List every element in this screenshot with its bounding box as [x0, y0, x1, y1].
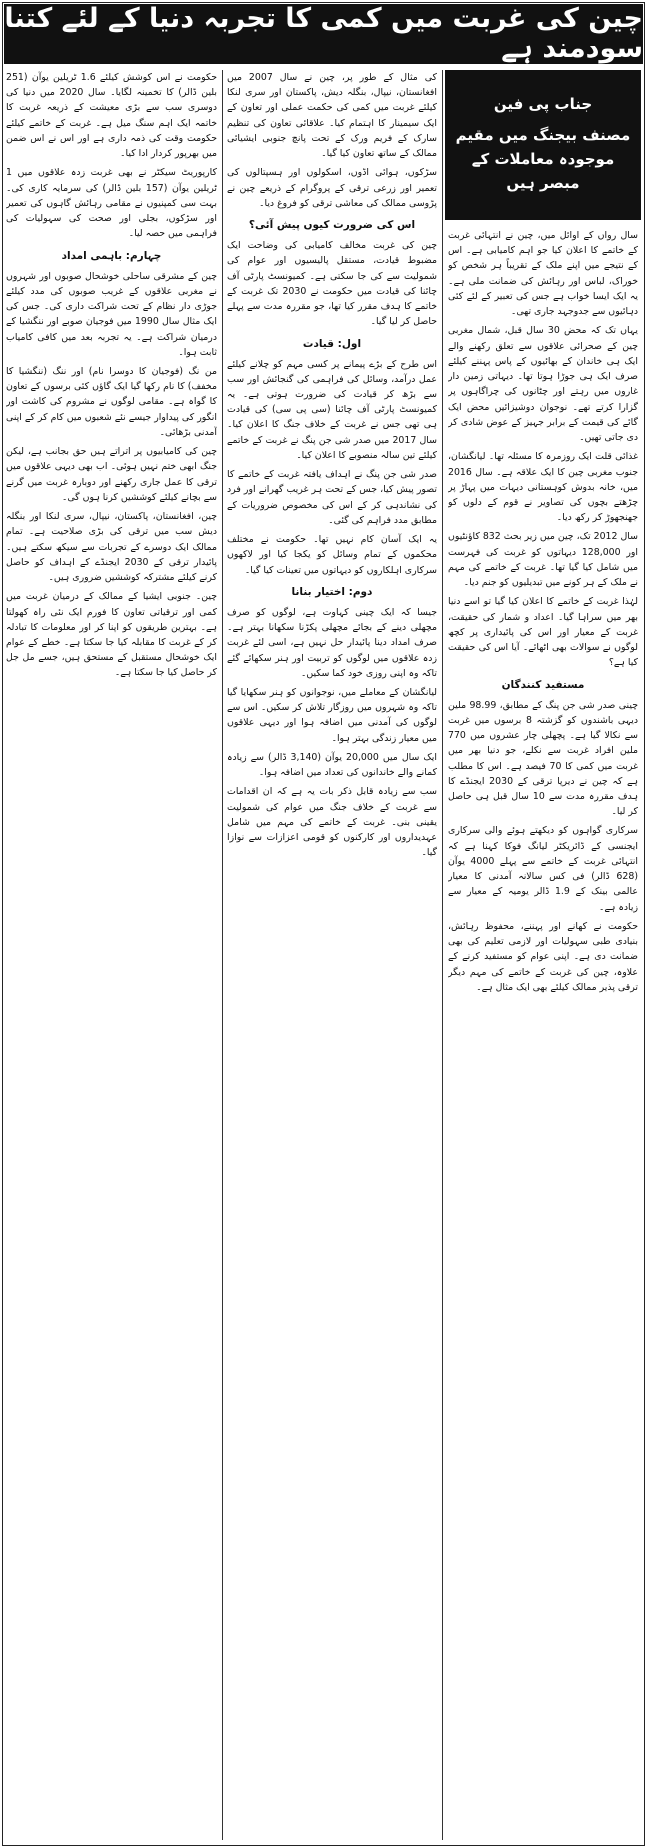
column-divider: [222, 70, 223, 1840]
author-description: مصنف بیجنگ میں مقیم موجودہ معاملات کے مبصر ہیں: [455, 126, 631, 192]
paragraph: چین کی کامیابیوں پر اتراتے ہیں حق بجانب ہے، لیکن جنگ ابھی ختم نہیں ہوئی۔ اب بھی دیہی علاقوں میں ترقی کا عمل جاری رکھنے اور دوبارہ غربت میں گرنے سے بچانے کیلئے کوششیں کرنا ہوں گی۔: [6, 446, 217, 503]
paragraph: یہاں تک کہ محض 30 سال قبل، شمال مغربی چین کے صحرائی علاقوں سے تعلق رکھنے والے ایک ہی خاندان کے بھائیوں کے پاس پہننے کیلئے صرف ایک ہی جوڑا ہوتا تھا۔ دیہاتی زمین دار غاروں میں رہتے اور چٹانوں کی چراگاہوں پر گزارا کرتے تھے۔ نوجوان دوشیزائیں محض ایک گائے کی قیمت کے برابر جہیز کے عوض شادی کر دی جاتی تھیں۔: [448, 325, 638, 444]
paragraph: لیانگشان کے معاملے میں، نوجوانوں کو ہنر سکھایا گیا تاکہ وہ شہروں میں روزگار تلاش کر سکیں۔ اس سے لوگوں کی آمدنی میں اضافہ ہوا اور دیہی علاقوں میں معیار زندگی بہتر ہوا۔: [227, 686, 437, 744]
article-column-1: [448, 228, 638, 1840]
subheading: اول: قیادت: [302, 337, 362, 350]
subheading: چہارم: باہمی امداد: [61, 249, 162, 262]
paragraph: لہٰذا غربت کے خاتمے کا اعلان کیا گیا تو اسے دنیا بھر میں سراہا گیا۔ اعداد و شمار کی حقیقت، غربت کے معیار اور اس کی پائیداری پر کچھ لوگوں نے سوالات بھی اٹھائے۔ آیا اس کی حقیقت کیا ہے؟: [448, 596, 638, 669]
column-divider: [442, 70, 443, 1840]
paragraph: صدر شی جن پنگ نے اہداف یافتہ غربت کے خاتمے کا تصور پیش کیا، جس کے تحت ہر غریب گھرانے اور فرد کی نشاندہی کر کے اس کی مخصوص ضروریات کے مطابق مدد فراہم کی گئی۔: [227, 469, 437, 526]
paragraph: چین کی غربت مخالف کامیابی کی وضاحت ایک مضبوط قیادت، مستقل پالیسیوں اور عوام کی شمولیت سے کی جا سکتی ہے۔ کمیونسٹ پارٹی آف چائنا کی قیادت میں حکومت نے 2030 تک غربت کے خاتمے کا ہدف مقرر کیا تھا، جو مقررہ مدت سے پہلے حاصل کر لیا گیا۔: [227, 240, 437, 328]
paragraph: سال 2012 تک، چین میں زیر بحث 832 کاؤنٹیوں اور 128,000 دیہاتوں کو غربت کی فہرست میں شامل کیا گیا تھا۔ غربت کے خاتمے کی مہم نے ملک کے ہر کونے میں تبدیلیوں کو جنم دیا۔: [448, 531, 638, 589]
paragraph: سب سے زیادہ قابل ذکر بات یہ ہے کہ ان اقدامات سے غربت کے خلاف جنگ میں عوام کی شمولیت یقینی بنی۔ غربت کے خاتمے کی مہم میں شامل عہدیداروں اور کارکنوں کو قومی اعزازات سے نوازا گیا۔: [227, 786, 437, 859]
paragraph: کی مثال کے طور پر، چین نے سال 2007 میں افغانستان، نیپال، بنگلہ دیش، پاکستان اور سری لنکا کیلئے غربت میں کمی کی حکمت عملی اور تعاون کے ایک سیمینار کا اہتمام کیا۔ علاقائی تعاون کی تنظیم سارک کے فریم ورک کے تحت پانچ جنوبی ایشیائی ممالک کے ساتھ تعاون کیا گیا۔: [227, 72, 437, 160]
subheading: دوم: اختیار بنانا: [291, 585, 373, 598]
paragraph: یہ ایک آسان کام نہیں تھا۔ حکومت نے مختلف محکموں کے تمام وسائل کو یکجا کیا اور لاکھوں سرکاری اہلکاروں کو دیہاتوں میں تعینات کیا گیا۔: [227, 534, 437, 576]
paragraph: چینی صدر شی جن پنگ کے مطابق، 98.99 ملین دیہی باشندوں کو گزشتہ 8 برسوں میں غربت سے نکالا گیا ہے۔ پچھلی چار عشروں میں 770 ملین افراد غربت سے نکلے، جو دنیا بھر میں غربت میں کمی کا 70 فیصد ہے۔ اس کا مطلب ہے کہ چین نے دیرپا ترقی کے 2030 ایجنڈے کا ہدف مقررہ مدت سے 10 سال قبل ہی حاصل کر لیا۔: [448, 699, 638, 818]
paragraph: چین، افغانستان، پاکستان، نیپال، سری لنکا اور بنگلہ دیش سب میں ترقی کی بڑی صلاحیت ہے۔ تمام ممالک ایک دوسرے کے تجربات سے سیکھ سکتے ہیں۔ پائیدار ترقی کے 2030 ایجنڈے کے اہداف کو حاصل کرنے کیلئے مشترکہ کوششیں ضروری ہیں۔: [6, 511, 217, 584]
paragraph: حکومت نے اس کوشش کیلئے 1.6 ٹریلین یوآن (251 بلین ڈالر) کا تخمینہ لگایا۔ سال 2020 میں دنیا کی دوسری سب سے بڑی معیشت کے ذریعہ غربت کا خاتمہ ایک اہم سنگ میل ہے۔ غربت کے خاتمے کیلئے حکومت وقت کی ذمہ داری ہے اور اس نے اس ضمن میں بھرپور کردار ادا کیا۔: [6, 72, 217, 160]
paragraph: سرکاری گواہوں کو دیکھتے ہوئے والی سرکاری ایجنسی کے ڈائریکٹر لیانگ فوکا کہنا ہے کہ انتہائی غربت کے خاتمے سے پہلے 4000 یوآن (628 ڈالر) فی کس سالانہ آمدنی کا معیار عالمی بینک کے 1.9 ڈالر یومیہ کے معیار سے زیادہ ہے۔: [448, 825, 638, 913]
byline-box: [445, 70, 641, 220]
paragraph: من نگ (فوجیان کا دوسرا نام) اور ننگ (ننگشیا کا مخفف) کا نام رکھا گیا ایک گاؤں کئی برسوں کے تعاون کا گواہ ہے۔ مقامی لوگوں نے مشروم کی کاشت اور انگور کی پیداوار جیسے نئے شعبوں میں کام کر کے اپنی آمدنی بڑھائی۔: [6, 365, 217, 438]
subheading: اس کی ضرورت کیوں پیش آئی؟: [248, 219, 416, 232]
headline: چین کی غربت میں کمی کا تجربہ دنیا کے لئے کتنا سودمند ہے: [4, 3, 643, 64]
paragraph: ایک سال میں 20,000 یوآن (3,140 ڈالر) سے زیادہ کمانے والے خاندانوں کی تعداد میں اضافہ ہوا۔: [227, 751, 437, 779]
article-column-2: [227, 70, 437, 1840]
article-column-3: [6, 70, 217, 1840]
paragraph: غذائی قلت ایک روزمرہ کا مسئلہ تھا۔ لیانگشان، جنوب مغربی چین کا ایک علاقہ ہے۔ سال 2016 میں، خانہ بدوش کوہستانی دیہات میں پہاڑ پر چڑھتے بچوں کی تصاویر نے قوم کے دلوں کو جھنجھوڑ کر رکھ دیا۔: [448, 451, 638, 524]
subheading: مستفید کنندگان: [501, 678, 585, 691]
paragraph: چین۔ جنوبی ایشیا کے ممالک کے درمیان غربت میں کمی اور ترقیاتی تعاون کا فورم ایک نئی راہ کھولتا ہے۔ بہترین طریقوں کو اپنا کر اور معلومات کا تبادلہ کر کے غربت کا مقابلہ کیا جا سکتا ہے۔ خطے کے عوام ایک خوشحال مستقبل کے مستحق ہیں، جسے مل جل کر حاصل کیا جا سکتا ہے۔: [6, 591, 217, 679]
paragraph: سال رواں کے اوائل میں، چین نے انتہائی غربت کے خاتمے کا اعلان کیا جو اہم کامیابی ہے۔ اس کے نتیجے میں اپنے ملک کے تقریباً ہر شخص کو خوراک، لباس اور رہائش کی ضمانت ملی ہے۔ یہ ایک ایسا خواب ہے جس کی تعبیر کے لئے کئی دہائیوں سے جدوجہد جاری تھی۔: [448, 230, 638, 318]
paragraph: جیسا کہ ایک چینی کہاوت ہے، لوگوں کو صرف مچھلی دینے کے بجائے مچھلی پکڑنا سکھانا بہتر ہے۔ صرف امداد دینا پائیدار حل نہیں ہے، اسی لئے غربت زدہ علاقوں میں لوگوں کو تربیت اور ہنر سکھائے گئے تاکہ وہ اپنی روزی خود کما سکیں۔: [227, 606, 437, 679]
paragraph: اس طرح کے بڑے پیمانے پر کسی مہم کو چلانے کیلئے عمل درآمد، وسائل کی فراہمی کی گنجائش اور سب سے بڑھ کر قیادت کی ضرورت ہوتی ہے۔ یہ کمیونسٹ پارٹی آف چائنا (سی پی سی) کی قیادت ہی تھی جس نے غربت کے خلاف جنگ کا اعلان کیا۔ سال 2017 میں صدر شی جن پنگ نے غربت کے خاتمے کیلئے تین سالہ منصوبے کا اعلان کیا۔: [227, 358, 437, 461]
paragraph: سڑکوں، ہوائی اڈوں، اسکولوں اور ہسپتالوں کی تعمیر اور زرعی ترقی کے پروگرام کے ذریعے چین نے پڑوسی ممالک کی معاشی ترقی کو فروغ دیا۔: [227, 167, 437, 209]
author-name: جناب پی فین: [493, 95, 593, 113]
paragraph: حکومت نے کھانے اور پہننے، محفوظ رہائش، بنیادی طبی سہولیات اور لازمی تعلیم کی بھی ضمانت دی ہے۔ اپنی عوام کو مستفید کرنے کے علاوہ، چین کی غربت کے خاتمے کی مہم دیگر ترقی پذیر ممالک کیلئے بھی ایک مثال ہے۔: [448, 920, 638, 993]
paragraph: کارپوریٹ سیکٹر نے بھی غربت زدہ علاقوں میں 1 ٹریلین یوآن (157 بلین ڈالر) کی سرمایہ کاری کی۔ بہت سی کمپنیوں نے مقامی رہائش گاہوں کی تعمیر اور سڑکوں، بجلی اور صحت کی سہولیات کی فراہمی میں حصہ لیا۔: [6, 167, 217, 240]
paragraph: چین کے مشرقی ساحلی خوشحال صوبوں اور شہروں نے مغربی علاقوں کے غریب صوبوں کی مدد کیلئے جوڑی دار نظام کے تحت شراکت داری کی۔ جس کی ایک مثال سال 1990 میں فوجیان صوبے اور ننگشیا کے درمیان شراکت ہے۔ یہ تجربہ بعد میں کافی کامیاب ثابت ہوا۔: [6, 270, 217, 358]
